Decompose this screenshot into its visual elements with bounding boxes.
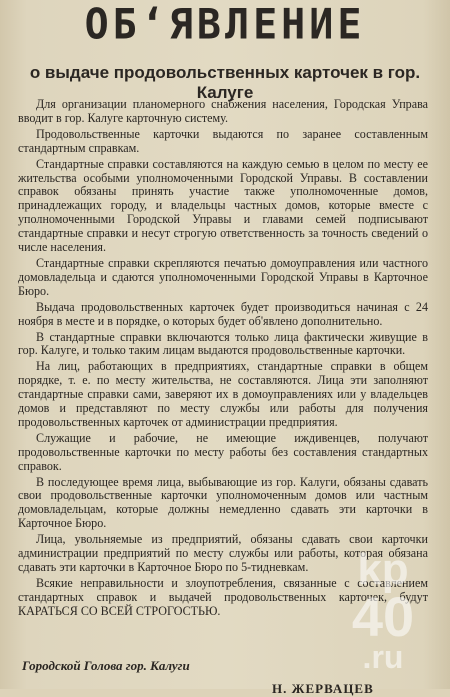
paragraph: Продовольственные карточки выдаются по заранее составленным стандартным справкам. xyxy=(18,126,428,155)
paragraph: В последующее время лица, выбывающие из гор. Калуги, обязаны сдавать свои продовольственные карточки уполномоченным домов или частным домовладельцам, которые должны немедленно сдавать эти карточки в Карточное Бюро. xyxy=(18,474,428,531)
announcement-body xyxy=(18,98,428,621)
paragraph: В стандартные справки включаются только лица фактически живущие в гор. Калуге, и только таким лицам выдаются продовольственные карточки. xyxy=(18,329,428,358)
paragraph: Для организации планомерного снабжения населения, Городская Управа вводит в гор. Калуге карточную систему. xyxy=(18,97,428,125)
announcement-subtitle: о выдаче продовольственных карточек в гор. Калуге xyxy=(29,63,421,102)
paragraph: Стандартные справки составляются на каждую семью в целом по месту ее жительства особыми уполномоченными Городской Управы. В составлении справок обязаны принять участие также уполномоченные домов, принадлежащих городу, и владельцы частных домов, которые вместе с уполномоченными Городской Управы и главами семей подписывают стандартные справки и несут строгую ответственность за точность сведений о числе населения. xyxy=(18,156,428,255)
paragraph: На лиц, работающих в предприятиях, стандартные справки в общем порядке, т. е. по месту жительства, не составляются. Лица эти заполняют стандартные справки сами, заверяют их в домоуправлениях или у владельцев домов и представляют по месту службы или работы для получения продовольственных карточек от администрации предприятия. xyxy=(18,359,428,429)
paragraph: Выдача продовольственных карточек будет производиться начиная с 24 ноября в месте и в порядке, о которых будет об'явлено дополнительно. xyxy=(18,299,428,328)
signature-line: Городской Голова гор. Калуги xyxy=(22,658,190,673)
site-watermark: kp 40 .ru xyxy=(351,545,415,675)
paragraph: Стандартные справки скрепляются печатью домоуправления или частного домовладельца и сдаются уполномоченными Городской Управы в Карточное Бюро. xyxy=(18,255,428,298)
paragraph: Всякие неправильности и злоупотребления, связанные с составлением стандартных справок и выдачей продовольственных карточек, будут КАРАТЬСЯ СО ВСЕЙ СТРОГОСТЬЮ. xyxy=(18,575,428,618)
announcement-title: ОБ‘ЯВЛЕНИЕ xyxy=(84,0,366,50)
signature-name: Н. ЖЕРВАЦЕВ xyxy=(272,681,374,696)
paragraph: Служащие и рабочие, не имеющие иждивенцев, получают продовольственные карточки по месту работы без составления стандартных справок. xyxy=(18,430,428,473)
paragraph: Лица, увольняемые из предприятий, обязаны сдавать свои карточки администрации предприятий по месту службы или работы, которая обязана сдавать эти карточки в Карточное Бюро по 5-тидневкам. xyxy=(18,532,428,574)
